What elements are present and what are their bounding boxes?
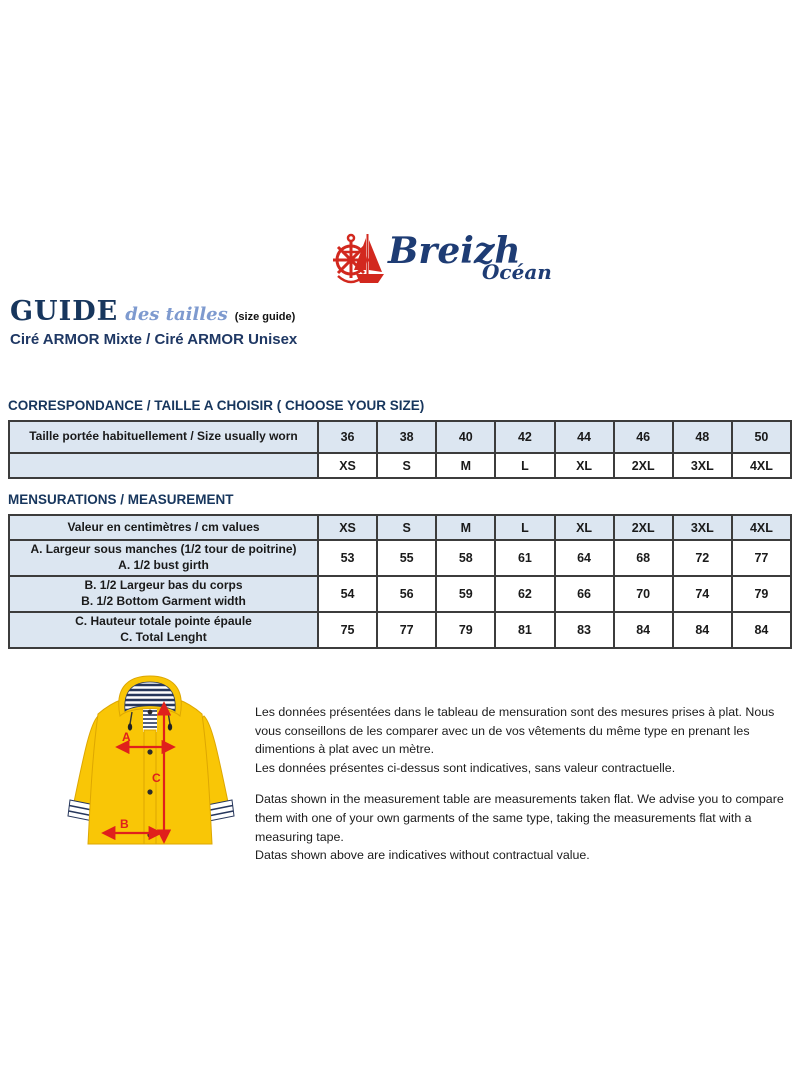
measurement-table <box>8 514 792 649</box>
guide-script: des tailles <box>125 304 228 325</box>
table-row <box>9 540 791 576</box>
measure-value: 68 <box>614 540 673 576</box>
size-value: 50 <box>732 421 791 453</box>
row-label: Taille portée habituellement / Size usually worn <box>9 421 318 453</box>
size-value: 40 <box>436 421 495 453</box>
measure-value: 75 <box>318 612 377 648</box>
table-header-row <box>9 515 791 540</box>
measure-value: 54 <box>318 576 377 612</box>
size-value: 36 <box>318 421 377 453</box>
label-fr: A. Largeur sous manches (1/2 tour de poitrine) <box>30 542 297 557</box>
anchor-wheel-sailboat-icon <box>330 226 386 294</box>
letter-size: S <box>377 453 436 478</box>
letter-size: 2XL <box>614 453 673 478</box>
label-en: C. Total Lenght <box>120 630 207 644</box>
table-row <box>9 453 791 478</box>
measure-row-label <box>9 612 318 648</box>
table-row <box>9 612 791 648</box>
column-header: L <box>495 515 554 540</box>
product-title: Ciré ARMOR Mixte / Ciré ARMOR Unisex <box>10 331 298 348</box>
measurement-section-heading: MENSURATIONS / MEASUREMENT <box>8 492 234 507</box>
table-row <box>9 576 791 612</box>
note-french-2: Les données présentes ci-dessus sont indicatives, sans valeur contractuelle. <box>255 760 676 775</box>
letter-size: M <box>436 453 495 478</box>
measure-value: 72 <box>673 540 732 576</box>
label-A: A <box>122 730 131 744</box>
measure-value: 70 <box>614 576 673 612</box>
measurement-notes <box>255 703 793 865</box>
brand-logo <box>330 222 580 300</box>
header-label: Valeur en centimètres / cm values <box>9 515 318 540</box>
measure-row-label <box>9 540 318 576</box>
measure-value: 84 <box>614 612 673 648</box>
measure-value: 66 <box>555 576 614 612</box>
letter-size: 3XL <box>673 453 732 478</box>
size-value: 44 <box>555 421 614 453</box>
measure-value: 77 <box>732 540 791 576</box>
label-fr: B. 1/2 Largeur bas du corps <box>84 578 243 593</box>
size-section-heading: CORRESPONDANCE / TAILLE A CHOISIR ( CHOOSE YOUR SIZE) <box>8 398 425 413</box>
notes-gap <box>255 777 793 790</box>
guide-translation: (size guide) <box>234 311 296 323</box>
label-en: B. 1/2 Bottom Garment width <box>81 594 246 608</box>
note-english-2: Datas shown above are indicatives without contractual value. <box>255 848 590 863</box>
measure-value: 62 <box>495 576 554 612</box>
measure-value: 64 <box>555 540 614 576</box>
guide-heading <box>10 296 295 327</box>
measure-value: 58 <box>436 540 495 576</box>
measure-value: 83 <box>555 612 614 648</box>
measure-value: 79 <box>732 576 791 612</box>
measure-value: 55 <box>377 540 436 576</box>
note-french-1: Les données présentées dans le tableau de mensuration sont des mesures prises à plat. Nous vous conseillons de les comparer avec un de vos vêtements du même type en prenant les dimentions à plat avec un mètre. <box>255 705 775 757</box>
column-header: 4XL <box>732 515 791 540</box>
size-value: 48 <box>673 421 732 453</box>
measure-value: 56 <box>377 576 436 612</box>
measure-value: 77 <box>377 612 436 648</box>
size-value: 38 <box>377 421 436 453</box>
label-en: A. 1/2 bust girth <box>118 558 209 572</box>
measure-value: 84 <box>732 612 791 648</box>
brand-name-breizh: Breizh <box>388 230 521 272</box>
measure-row-label <box>9 576 318 612</box>
raincoat-measurement-diagram <box>58 674 244 862</box>
column-header: S <box>377 515 436 540</box>
label-B: B <box>120 817 129 831</box>
size-value: 46 <box>614 421 673 453</box>
table-row <box>9 421 791 453</box>
column-header: XL <box>555 515 614 540</box>
letter-size: XS <box>318 453 377 478</box>
measure-value: 74 <box>673 576 732 612</box>
measure-value: 81 <box>495 612 554 648</box>
measure-value: 61 <box>495 540 554 576</box>
column-header: XS <box>318 515 377 540</box>
measure-value: 59 <box>436 576 495 612</box>
guide-word: GUIDE <box>10 296 119 327</box>
letter-size: L <box>495 453 554 478</box>
column-header: 3XL <box>673 515 732 540</box>
label-fr: C. Hauteur totale pointe épaule <box>75 614 252 629</box>
measure-value: 84 <box>673 612 732 648</box>
measure-value: 79 <box>436 612 495 648</box>
size-correspondence-table <box>8 420 792 479</box>
measure-value: 53 <box>318 540 377 576</box>
column-header: M <box>436 515 495 540</box>
note-english-1: Datas shown in the measurement table are measurements taken flat. We advise you to compare them with one of your own garments of the same type, taking the measurements flat with a measuring tape. <box>255 792 784 844</box>
label-C: C <box>152 771 161 785</box>
brand-name-ocean: Océan <box>482 260 552 284</box>
column-header: 2XL <box>614 515 673 540</box>
size-value: 42 <box>495 421 554 453</box>
letter-size: 4XL <box>732 453 791 478</box>
row-label-empty <box>9 453 318 478</box>
letter-size: XL <box>555 453 614 478</box>
